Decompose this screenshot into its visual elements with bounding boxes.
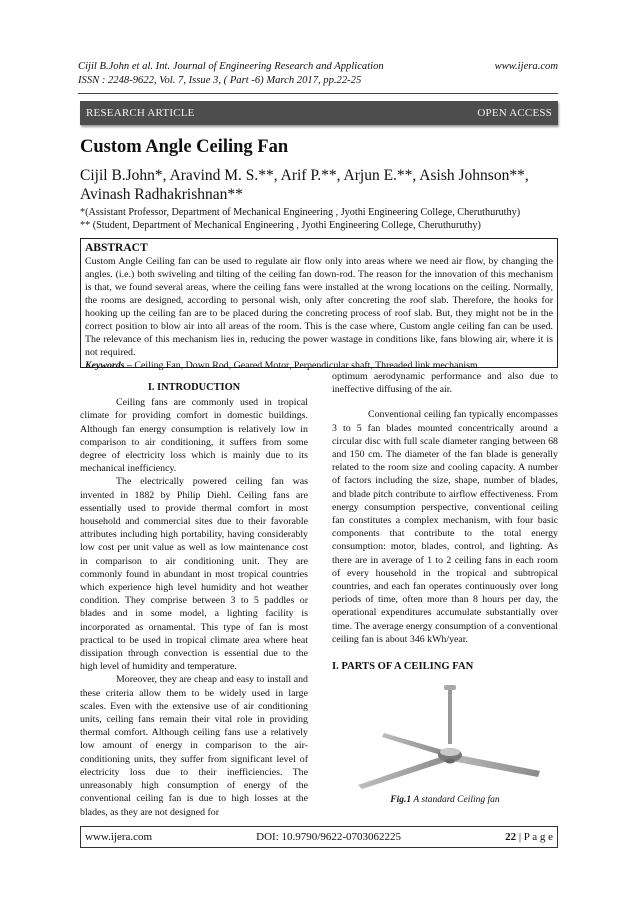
- footer-page: [505, 831, 553, 843]
- header-citation: Cijil B.John et al. Int. Journal of Engineering Research and Application: [78, 61, 384, 72]
- header-rule: [78, 93, 558, 94]
- figure-caption: [332, 794, 558, 807]
- header-issn: ISSN : 2248-9622, Vol. 7, Issue 3, ( Part -6) March 2017, pp.22-25: [78, 75, 362, 86]
- footer-page-number: 22: [505, 831, 517, 843]
- keywords-text: Ceiling Fan, Down Rod, Geared Motor, Perpendicular shaft, Threaded link mechanism: [134, 360, 478, 371]
- banner-research-article: RESEARCH ARTICLE: [86, 107, 195, 119]
- continued-paragraph: optimum aerodynamic performance and also due to ineffective diffusing of the air.: [332, 371, 558, 396]
- page-footer: [80, 826, 558, 848]
- right-column: [332, 370, 558, 807]
- footer-doi: DOI: 10.9790/9622-0703062225: [256, 831, 401, 843]
- affiliations: [80, 206, 558, 232]
- header-website[interactable]: www.ijera.com: [494, 61, 558, 72]
- figure-caption-text: A standard Ceiling fan: [413, 795, 500, 806]
- section-heading-parts: I. PARTS OF A CEILING FAN: [332, 661, 474, 673]
- figure-label: Fig.1: [390, 795, 412, 806]
- left-column: [80, 370, 308, 819]
- abstract-box: [80, 238, 558, 371]
- affiliation-1: *(Assistant Professor, Department of Mechanical Engineering , Jyothi Engineering College, Cheruthuruthy): [80, 207, 521, 218]
- article-type-banner: [80, 101, 558, 125]
- ceiling-fan-image: [354, 683, 544, 791]
- affiliation-2: ** (Student, Department of Mechanical Engineering , Jyothi Engineering College, Cheruthuruthy): [80, 220, 481, 231]
- running-header: [78, 60, 558, 88]
- abstract-heading: ABSTRACT: [85, 242, 148, 254]
- conventional-fan-paragraph: Conventional ceiling fan typically encompasses 3 to 5 fan blades mounted concentrically around a circular disc with full scale diameter ranging between 68 and 150 cm. The diameter of the fan blade is generally related to the room size and cooling capacity. A number of factors including the size, shape, number of blades, and blade pitch contribute to airflow effectiveness. From energy consumption perspective, conventional ceiling fan constitutes a complex mechanism, with four basic components that contribute to the total energy consumption: motor, blades, control, and lighting. As there are in average of 1 to 2 ceiling fans in each room of every household in the tropical and subtropical countries, and each fan operates continuously over long periods of time, often more than 8 hours per day, the operational expenditures accumulate substantially over time. The average energy consumption of a conventional ceiling fan is about 346 kWh/year.: [332, 409, 558, 645]
- author-list: Cijil B.John*, Aravind M. S.**, Arif P.**, Arjun E.**, Asish Johnson**, Avinash Radhakrishnan**: [80, 167, 529, 203]
- footer-website[interactable]: www.ijera.com: [85, 831, 153, 843]
- keywords-label: Keywords –: [85, 360, 132, 371]
- intro-paragraph-2: The electrically powered ceiling fan was invented in 1882 by Philip Diehl. Ceiling fans are essentially used to provide thermal comfort in most household and commercial sites due to their favorable attributes including high portability, having considerably low cost per unit value as well as low maintenance cost in comparison to air conditioning unit. They are commonly found in abundant in most tropical countries which experience high level humidity and hot weather condition. They comprise between 3 to 5 paddles or blades and in some model, a lighting facility is incorporated as ornamental. This type of fan is most practical to be used in tropical climate area where heat dissipation through convection is essential due to the high level of humidity and temperature.: [80, 476, 308, 673]
- abstract-text: Custom Angle Ceiling fan can be used to regulate air flow only into areas where we need air flow, by changing the angles. (i.e.) both swiveling and tilting of the ceiling fan down-rod. The reason for the innovation of this mechanism is that, we found several areas, where the ceiling fans were installed at the wrong locations on the ceiling. Normally, the rooms are designed, according to personal wish, only after concreting the roof slab. Therefore, the hooks for hooking up the ceiling fan are to be placed during the concreting process of roof slab. But, they might not be in the correct position to blow air into all areas of the room. This is the case where, Custom angle ceiling fan can be used. The relevance of this mechanism lies in, reducing the power wastage in conditions like, fans blowing air, where it is not required.: [85, 256, 553, 358]
- footer-page-word: | P a g e: [518, 831, 553, 843]
- section-heading-introduction: I. INTRODUCTION: [147, 382, 241, 393]
- intro-paragraph-3: Moreover, they are cheap and easy to install and these criteria allow them to be widely used in large scales. Even with the extensive use of air conditioning units, ceiling fans remain their vital role in providing thermal comfort. Although ceiling fans use a relatively low amount of energy in comparison to the air-conditioning units, they suffer from significant level of electricity loss due to their inefficiencies. The unreasonably high consumption of energy of the conventional ceiling fan is due to high losses at the blades, as they are not designed for: [80, 674, 308, 818]
- intro-paragraph-1: Ceiling fans are commonly used in tropical climate for providing comfort in domestic buildings. Although fan energy consumption is relatively low in comparison to air conditioning, it suffers from some degree of electricity loss which is mainly due to its mechanical inefficiency.: [80, 397, 308, 475]
- paper-title: Custom Angle Ceiling Fan: [80, 137, 289, 157]
- banner-open-access: OPEN ACCESS: [477, 107, 552, 119]
